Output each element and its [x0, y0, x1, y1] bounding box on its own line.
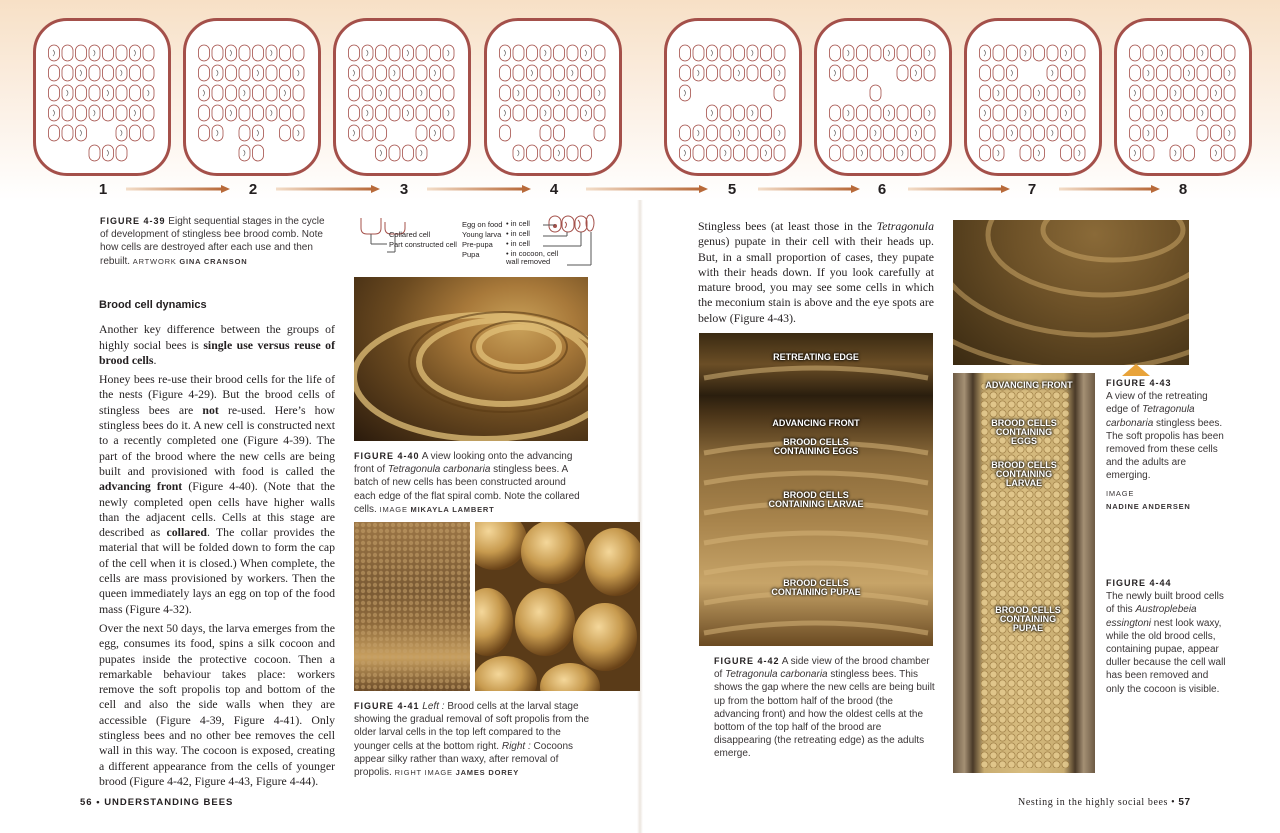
stage-diagram — [964, 18, 1102, 176]
cocoons-icon — [475, 522, 640, 691]
figure-4-40-caption: FIGURE 4-40 A view looking onto the advancing front of Tetragonula carbonaria stingless bees. A batch of new cells has been constructed around each edge of the flat spiral comb. Note the collared cells. IMAGE MIKAYLA LAMBERT — [354, 451, 580, 515]
paragraph-2: Honey bees re-use their brood cells for the life of the nests (Figure 4-29). But the brood cells of stingless bees are not re-used. Here’s how stingless bees do it. A new cell is constructed next to a recently completed one (Figure 4-39). The part of the brood where the new cells are being built and provisioned with food is called the advancing front (Figure 4-40). (Note that the newly completed open cells have higher walls than the adjacent cells. Cells at this stage are described as collared. The collar provides the material that will be folded down to form the cap of the cell when it is closed.) When complete, the cells are mass provisioned by workers. Then the queen immediately lays an egg on top of the food mass (Figure 4-32). — [99, 372, 335, 616]
figure-4-43-caption: FIGURE 4-43 A view of the retreating edge of Tetragonula carbonaria stingless bees. The soft propolis has been removed from these cells and the adults are emerging. IMAGE NADINE ANDERSEN — [1106, 377, 1226, 513]
triangle-pointer-icon — [1122, 364, 1150, 376]
label-larvae-2: BROOD CELLS CONTAINING LARVAE — [991, 460, 1057, 488]
legend-stage-state: • in cell — [506, 219, 530, 228]
book-title: UNDERSTANDING BEES — [104, 797, 234, 808]
stage-number: 3 — [399, 181, 409, 198]
comb-cells-icon — [667, 21, 799, 173]
legend-stage-state: • in cell — [506, 239, 530, 248]
right-body-text — [698, 219, 934, 330]
legend-stage-name: Egg on food — [462, 220, 503, 229]
stage-diagram — [333, 18, 471, 176]
figure-4-39-credit-name: GINA CRANSON — [179, 256, 248, 266]
figure-4-42-caption: FIGURE 4-42 A side view of the brood chamber of Tetragonula carbonaria stingless bees. This shows the gap where the new cells are being built up from the bottom half of the brood (the advancing front) and how the oldest cells at the bottom of the top half of the brood are disappearing (the retreating edge) as the adults emerge. — [714, 656, 935, 760]
stage-diagram — [183, 18, 321, 176]
figure-4-43-label: FIGURE 4-43 — [1106, 378, 1172, 388]
legend-stage-name: Pupa — [462, 250, 480, 259]
larval-cells-icon — [354, 522, 470, 691]
footer-left: 56 • UNDERSTANDING BEES — [80, 797, 234, 808]
figure-4-42-photo — [699, 333, 933, 646]
stage-arrow-icon — [586, 185, 708, 193]
paragraph-1: Another key difference between the groups of highly social bees is single use versus reuse of brood cells. — [99, 322, 335, 367]
section-heading: Brood cell dynamics — [99, 299, 207, 311]
comb-cells-icon — [336, 21, 468, 173]
stage-diagram — [33, 18, 171, 176]
figure-4-43-photo — [953, 220, 1189, 365]
stage-arrow-icon — [276, 185, 380, 193]
comb-cells-icon — [186, 21, 318, 173]
figure-4-41-label: FIGURE 4-41 — [354, 701, 420, 711]
legend-collared-label: Collared cell — [389, 230, 431, 239]
chapter-title: Nesting in the highly social bees — [1018, 797, 1169, 808]
figure-4-41-right-photo — [475, 522, 640, 691]
label-retreating-edge: RETREATING EDGE — [773, 352, 859, 362]
legend-stage-state: • in cell — [506, 229, 530, 238]
figure-4-40-photo — [354, 277, 588, 441]
label-eggs-2: BROOD CELLS CONTAINING EGGS — [991, 418, 1057, 446]
comb-cells-icon — [817, 21, 949, 173]
spiral-comb-icon — [354, 277, 588, 441]
left-body-text — [99, 298, 335, 793]
figure-4-39-credit-label: ARTWORK — [132, 256, 177, 266]
stage-number: 5 — [727, 181, 737, 198]
footer-right: Nesting in the highly social bees • 57 — [1018, 797, 1191, 808]
label-advancing-front: ADVANCING FRONT — [772, 418, 860, 428]
figure-4-39-label: FIGURE 4-39 — [100, 216, 166, 226]
figure-4-40-label: FIGURE 4-40 — [354, 451, 420, 461]
page-number-right: 57 — [1178, 797, 1191, 808]
stage-arrow-icon — [758, 185, 860, 193]
legend-stage-name: Young larva — [462, 230, 502, 239]
stage-number: 2 — [248, 181, 258, 198]
figure-4-39-caption — [100, 215, 335, 268]
label-larvae: BROOD CELLS CONTAINING LARVAE — [768, 490, 864, 509]
legend-part-label: Part constructed cell — [389, 240, 457, 249]
legend-stage-list — [462, 220, 572, 266]
page-number-left: 56 — [80, 797, 93, 808]
legend-stage-state: • in cocoon, cell wall removed — [506, 249, 559, 266]
stage-diagram — [664, 18, 802, 176]
retreating-edge-icon — [953, 220, 1189, 365]
figure-4-44-label: FIGURE 4-44 — [1106, 578, 1172, 588]
label-pupae: BROOD CELLS CONTAINING PUPAE — [771, 578, 861, 597]
stage-number: 6 — [877, 181, 887, 198]
page-gutter — [637, 200, 643, 833]
stage-number: 1 — [98, 181, 108, 198]
label-advancing-front-2: ADVANCING FRONT — [985, 380, 1073, 390]
stage-arrow-icon — [126, 185, 230, 193]
figure-4-41-caption: FIGURE 4-41 Left : Brood cells at the larval stage showing the gradual removal of soft propolis from the older larval cells in the top left compared to the younger cells at the bottom right. Right : Cocoons appear silky rather than waxy, after removal of propolis. RIGHT IMAGE JAMES DOREY — [354, 701, 590, 779]
stage-diagram — [814, 18, 952, 176]
comb-cells-icon — [36, 21, 168, 173]
stage-diagram — [1114, 18, 1252, 176]
cell-legend — [355, 212, 595, 274]
paragraph-4: Stingless bees (at least those in the Tetragonula genus) pupate in their cell with their heads up. But, in a small proportion of cases, they pupate with their heads down. If you look carefully at mature brood, you may see some cells in which the meconium stain is above and the eye spots are below (Figure 4-43). — [698, 219, 934, 325]
paragraph-3: Over the next 50 days, the larva emerges from the egg, consumes its food, spins a silk cocoon and pupates inside the protective cocoon. Then a remarkable behaviour takes place: workers remove the soft propolis top and bottom of the cell and also the side walls when they are accessible (Figure 4-39, Figure 4-41). Only stingless bees and no other bee removes the cell wall in this way. The cocoon is exposed, creating a different appearance from the cells of younger brood (Figure 4-42, Figure 4-43, Figure 4-44). — [99, 620, 335, 788]
figure-4-42-label: FIGURE 4-42 — [714, 656, 780, 666]
figure-4-44-caption: FIGURE 4-44 The newly built brood cells of this Austroplebeia essingtoni nest look waxy, while the old brood cells, containing pupae, appear duller because the cell wall has been removed and only the cocoon is visible. — [1106, 578, 1226, 695]
figure-4-39-text: Eight sequential stages in the cycle of development of stingless bee brood comb. Note how cells are destroyed after each use and then rebuilt. — [100, 216, 325, 267]
label-pupae-2: BROOD CELLS CONTAINING PUPAE — [995, 605, 1061, 633]
stage-diagram — [484, 18, 622, 176]
figure-4-44-photo — [953, 373, 1095, 773]
figure-4-41-left-photo — [354, 522, 470, 691]
legend-stage-row — [462, 250, 572, 266]
stage-arrow-icon — [427, 185, 531, 193]
comb-cells-icon — [487, 21, 619, 173]
stage-arrow-icon — [908, 185, 1010, 193]
label-eggs: BROOD CELLS CONTAINING EGGS — [773, 437, 859, 456]
comb-cells-icon — [967, 21, 1099, 173]
stage-number: 4 — [549, 181, 559, 198]
stage-number: 7 — [1027, 181, 1037, 198]
stage-arrow-icon — [1059, 185, 1160, 193]
stage-number: 8 — [1178, 181, 1188, 198]
comb-cells-icon — [1117, 21, 1249, 173]
legend-stage-name: Pre-pupa — [462, 240, 493, 249]
